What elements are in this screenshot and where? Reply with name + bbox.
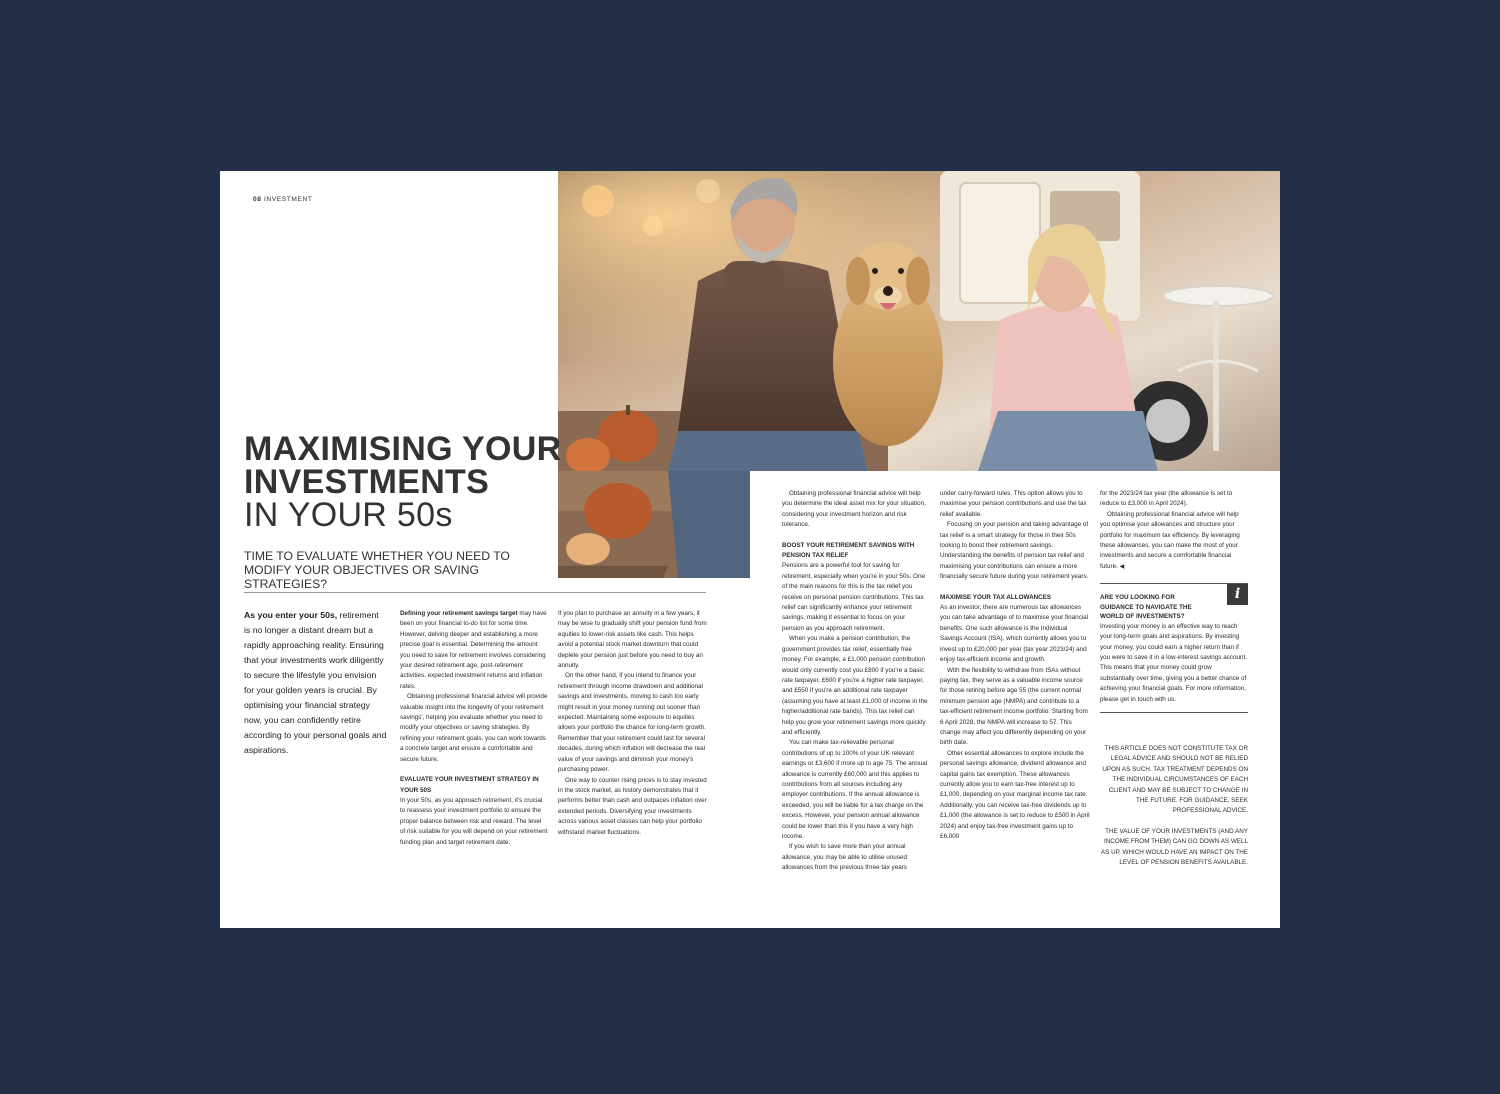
- column-3: [782, 489, 928, 874]
- col2-para-3: One way to counter rising prices is to stay invested in the stock market, as history demonstrates that it performs better than cash and outpaces inflation over extended periods. Diversifying your investments across various asset classes can help your portfolio withstand market fluctuations.: [558, 776, 707, 836]
- col1-para-1: [400, 609, 548, 692]
- col1-para-1-lead: Defining your retirement savings target: [400, 610, 518, 617]
- standfirst: TIME TO EVALUATE WHETHER YOU NEED TO MODIFY YOUR OBJECTIVES OR SAVING STRATEGIES?: [244, 549, 510, 591]
- headline-line-1: MAXIMISING YOUR: [244, 430, 562, 468]
- headline-line-3: IN YOUR 50s: [244, 496, 453, 534]
- col3-para-5: If you wish to save more than your annual allowance, you may be able to utilise unused allowances from the previous three tax years: [782, 843, 907, 872]
- col4-para-3: As an investor, there are numerous tax allowances you can take advantage of to maximise your financial benefits. One such allowance is the Individual Savings Account (ISA), which currently allows you to invest up to £20,000 per year (tax year 2023/24) and enjoy tax-efficient income and growth.: [940, 604, 1089, 664]
- intro-paragraph: [244, 608, 387, 758]
- photo-lower-strip: [558, 471, 750, 578]
- info-box-heading: ARE YOU LOOKING FOR GUIDANCE TO NAVIGATE THE WORLD OF INVESTMENTS?: [1100, 594, 1192, 621]
- col3-para-4: You can make tax-relievable personal contributions of up to 100% of your UK relevant earnings or £3,600 if more up to age 75. The annual allowance is currently £60,000 and this applies to contributions from all sources including any employer contributions. If the annual allowance is exceeded, you will be liable for a tax charge on the excess. However, your pension annual allowance could be lower than this if you have a very high income.: [782, 739, 928, 840]
- headline-line-2: INVESTMENTS: [244, 463, 490, 501]
- couple-with-dog-photo: [558, 171, 1280, 471]
- article-headline: [244, 430, 564, 534]
- info-box: [1100, 583, 1248, 713]
- col5-para-2-text: Obtaining professional financial advice will help you optimise your allowances and structure your portfolio for maximum tax efficiency. By leveraging these allowances, you can make the most of your investments and secure a comfortable financial future.: [1100, 510, 1240, 570]
- col3-subheading: BOOST YOUR RETIREMENT SAVINGS WITH PENSION TAX RELIEF: [782, 541, 915, 560]
- info-icon: i: [1227, 584, 1248, 605]
- col3-para-1: Obtaining professional financial advice will help you determine the ideal asset mix for your situation, considering your investment horizon and risk tolerance.: [782, 490, 926, 529]
- col3-para-2: Pensions are a powerful tool for saving for retirement, especially when you're in your 50s. One of the main reasons for this is the tax relief you receive on personal pension contributions. This tax relief can significantly enhance your retirement savings, making it essential to focus on your pension as you approach retirement.: [782, 562, 925, 632]
- col4-para-4: With the flexibility to withdraw from ISAs without paying tax, they serve as a valuable income source for those retiring before age 55 (the current normal minimum pension age (NMPA) and contribute to a tax-efficient retirement income portfolio. Starting from 6 April 2028, the NMPA will increase to 57. This change may affect you differently depending on your birth date.: [940, 666, 1088, 747]
- col2-para-1: If you plan to purchase an annuity in a few years, it may be wise to gradually shift your pension fund from equities to lower-risk assets like cash. This helps avoid a potential stock market downturn that could deplete your pension just before you need to buy an annuity.: [558, 610, 707, 670]
- column-5: [1100, 489, 1250, 572]
- col4-para-5: Other essential allowances to explore include the personal savings allowance, dividend allowance and capital gains tax exemption. These allowances currently allow you to earn tax-free interest up to £1,000, depending on your marginal income tax rate. Additionally, you can receive tax-free dividends up to £1,000 (the allowance is set to reduce to £500 in April 2024) and enjoy tax-free investment gains up to £6,000: [940, 749, 1090, 840]
- col4-para-2: Focusing on your pension and taking advantage of tax relief is a smart strategy for those in their 50s looking to boost their retirement savings. Understanding the benefits of pension tax relief and maximising your contributions can ensure a more financially secure future during your retirement years.: [940, 521, 1089, 581]
- column-4: [940, 489, 1090, 842]
- col4-subheading: MAXIMISE YOUR TAX ALLOWANCES: [940, 593, 1052, 601]
- col1-para-3: In your 50s, as you approach retirement, it's crucial to reassess your investment portfolio to ensure the proper balance between risk and reward. The level of risk suitable for you will depend on your retirement funding plan and target retirement date.: [400, 796, 548, 846]
- col1-subheading: EVALUATE YOUR INVESTMENT STRATEGY IN YOUR 50S: [400, 776, 539, 794]
- col5-para-1: for the 2023/24 tax year (the allowance is set to reduce to £3,000 in April 2024).: [1100, 490, 1233, 508]
- intro-text: retirement is no longer a distant dream but a rapidly approaching reality. Ensuring that your investments work diligently to secure the lifestyle you envision for your golden years is crucial. By optimising your financial strategy now, you can confidently retire according to your personal goals and aspirations.: [244, 610, 387, 755]
- disclaimer-para-1: THIS ARTICLE DOES NOT CONSTITUTE TAX OR LEGAL ADVICE AND SHOULD NOT BE RELIED UPON AS SUCH. TAX TREATMENT DEPENDS ON THE INDIVIDUAL CIRCUMSTANCES OF EACH CLIENT AND MAY BE SUBJECT TO CHANGE IN THE FUTURE. FOR GUIDANCE, SEEK PROFESSIONAL ADVICE.: [1102, 745, 1248, 815]
- col1-para-1-text: may have been on your financial to-do list for some time. However, delving deeper and establishing a more precise goal is essential. Determining the amount you need to save for retirement involves considering your desired retirement age, post-retirement activities, expected investment returns and inflation rates.: [400, 610, 547, 690]
- disclaimer-para-2: THE VALUE OF YOUR INVESTMENTS (AND ANY INCOME FROM THEM) CAN GO DOWN AS WELL AS UP, WHICH WOULD HAVE AN IMPACT ON THE LEVEL OF PENSION BENEFITS AVAILABLE.: [1100, 827, 1248, 867]
- col4-para-1: under carry-forward rules. This option allows you to maximise your pension contributions and use the tax relief available.: [940, 490, 1087, 518]
- page-number-left: 08: [253, 196, 262, 203]
- intro-lead: As you enter your 50s,: [244, 610, 338, 620]
- info-box-body: Investing your money is an effective way to reach your long-term goals and aspirations. By investing your money, you could earn a higher return than if you were to save it in a low-interest savings account. This means that your money could grow substantially over time, giving you a better chance of achieving your financial goals. For more information, please get in touch with us.: [1100, 622, 1247, 703]
- folio-left: [253, 196, 312, 203]
- col5-para-2: [1100, 510, 1250, 572]
- col2-para-2: On the other hand, if you intend to finance your retirement through income drawdown and additional savings and investments, moving to cash too early might result in your money running out sooner than expected. Maintaining some exposure to equities allows your portfolio the chance for long-term growth. Remember that your retirement could last for several decades, during which inflation will decrease the real value of your savings and diminish your money's purchasing power.: [558, 672, 707, 774]
- end-mark-icon: ◀: [1119, 563, 1125, 570]
- divider-rule: [244, 592, 706, 593]
- column-1: [400, 609, 548, 848]
- column-2: [558, 609, 708, 838]
- section-label-left: INVESTMENT: [263, 196, 313, 203]
- col1-para-2: Obtaining professional financial advice will provide valuable insight into the longevity of your retirement savings', helping you evaluate whether you need to modify your objectives or saving strategies. By refining your retirement goals, you can work towards a concrete target and ensure a comfortable and secure future.: [400, 693, 548, 763]
- disclaimer: [1098, 744, 1248, 868]
- col3-para-3: When you make a pension contribution, the government provides tax relief, essentially free money. For example, a £1,000 pension contribution would only currently cost you £800 if you're a basic rate taxpayer, £600 if you're a higher rate taxpayer, and £550 if you're an additional rate taxpayer (assuming you have at least £1,000 of income in the higher/additional rate bands). This tax relief can help you grow your retirement savings more quickly and efficiently.: [782, 635, 928, 736]
- magazine-spread: [220, 171, 1280, 928]
